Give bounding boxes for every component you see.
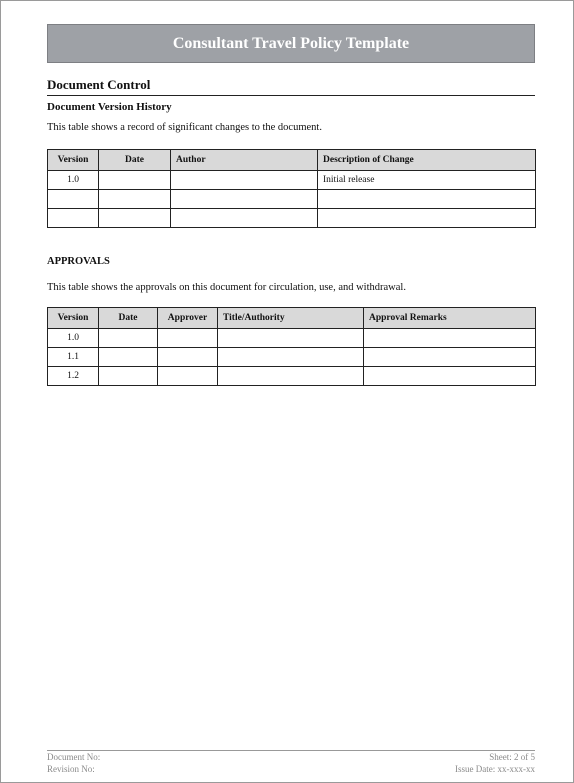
table-header-row [48, 150, 536, 171]
column-header-version: Version [48, 308, 99, 329]
footer-divider [47, 750, 535, 751]
approvals-description: This table shows the approvals on this document for circulation, use, and withdrawal. [47, 282, 406, 293]
cell-version[interactable]: 1.2 [48, 367, 99, 386]
title-banner [47, 24, 535, 63]
cell-author[interactable] [171, 171, 318, 190]
column-header-author: Author [171, 150, 318, 171]
cell-title-authority[interactable] [218, 329, 364, 348]
cell-description[interactable] [318, 190, 536, 209]
cell-title-authority[interactable] [218, 367, 364, 386]
column-header-title-authority: Title/Authority [218, 308, 364, 329]
cell-version[interactable]: 1.1 [48, 348, 99, 367]
cell-date[interactable] [99, 209, 171, 228]
cell-approver[interactable] [158, 348, 218, 367]
approvals-table [47, 307, 536, 386]
cell-approver[interactable] [158, 329, 218, 348]
cell-approval-remarks[interactable] [364, 367, 536, 386]
table-row [48, 348, 536, 367]
cell-version[interactable]: 1.0 [48, 171, 99, 190]
column-header-approver: Approver [158, 308, 218, 329]
cell-date[interactable] [99, 329, 158, 348]
column-header-description: Description of Change [318, 150, 536, 171]
table-header-row [48, 308, 536, 329]
column-header-approval-remarks: Approval Remarks [364, 308, 536, 329]
table-row [48, 209, 536, 228]
approvals-heading: APPROVALS [47, 256, 110, 267]
cell-date[interactable] [99, 367, 158, 386]
table-row [48, 329, 536, 348]
cell-date[interactable] [99, 190, 171, 209]
cell-author[interactable] [171, 190, 318, 209]
cell-date[interactable] [99, 348, 158, 367]
column-header-date: Date [99, 150, 171, 171]
cell-description[interactable]: Initial release [318, 171, 536, 190]
cell-approval-remarks[interactable] [364, 348, 536, 367]
cell-version[interactable] [48, 190, 99, 209]
cell-author[interactable] [171, 209, 318, 228]
footer-document-no: Document No: [47, 752, 101, 762]
table-row [48, 367, 536, 386]
cell-approval-remarks[interactable] [364, 329, 536, 348]
table-row [48, 171, 536, 190]
version-history-heading: Document Version History [47, 101, 172, 113]
cell-version[interactable] [48, 209, 99, 228]
column-header-version: Version [48, 150, 99, 171]
document-title: Consultant Travel Policy Template [172, 34, 410, 52]
cell-date[interactable] [99, 171, 171, 190]
footer-sheet: Sheet: 2 of 5 [489, 752, 535, 762]
footer-issue-date: Issue Date: xx-xxx-xx [455, 764, 535, 774]
footer-revision-no: Revision No: [47, 764, 95, 774]
table-row [48, 190, 536, 209]
cell-version[interactable]: 1.0 [48, 329, 99, 348]
version-history-description: This table shows a record of significant changes to the document. [47, 122, 322, 133]
version-history-table [47, 149, 536, 228]
column-header-date: Date [99, 308, 158, 329]
cell-description[interactable] [318, 209, 536, 228]
cell-approver[interactable] [158, 367, 218, 386]
document-control-heading: Document Control [47, 77, 535, 96]
cell-title-authority[interactable] [218, 348, 364, 367]
